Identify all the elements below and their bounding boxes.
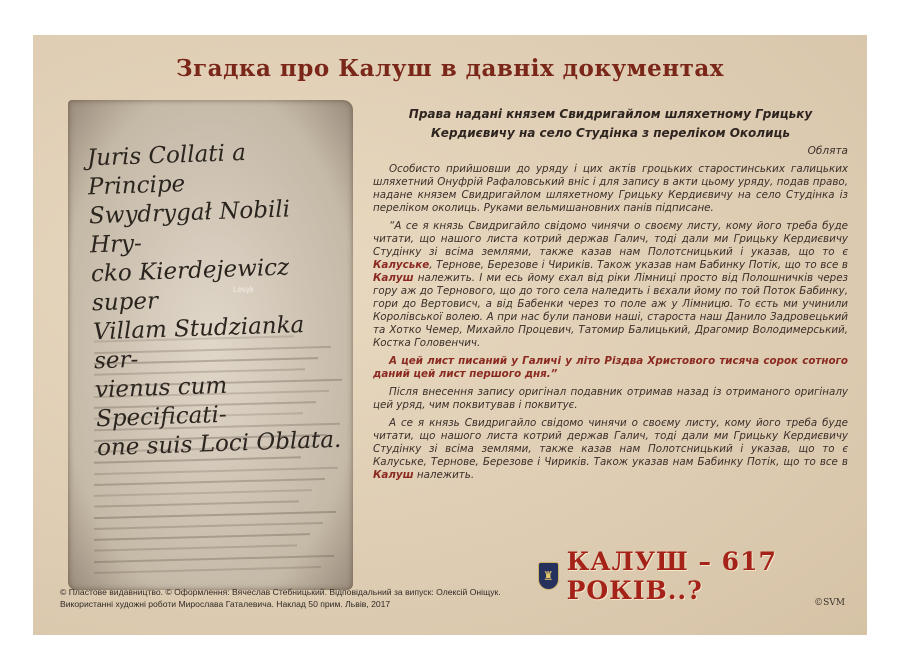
manuscript-line: one suis Loci Oblata. <box>96 426 342 462</box>
handwriting-stroke <box>94 533 310 541</box>
footer-credits <box>60 587 501 610</box>
handwriting-stroke <box>94 511 336 519</box>
handwriting-stroke <box>94 555 334 563</box>
paragraph-repeat <box>373 417 848 482</box>
paragraph-receipt: Після внесення запису оригінал подавник отримав назад із отриманого оригіналу цей уряд, чим поквитував і поквитує. <box>373 386 848 411</box>
highlight-kalush: Калуш <box>373 272 414 284</box>
handwriting-stroke <box>94 566 321 574</box>
repeat-text: А се я князь Свидригайло свідомо чинячи о своєму листу, кому його треба буде читати, що нашого листа котрий держав Галич, тоді дали ми Грицьку Кердиєвичу Студінку зі всіма землями, также казав нам Полотсницький і указав, що то є Калуське, Тернове, Березове і Чириків. Також указав нам Бабинку Потік, що то все в <box>373 417 848 468</box>
watermark: Lesyk <box>233 285 254 294</box>
signature-label: Облята <box>807 145 848 157</box>
document-subtitle: Права надані князем Свидригайлом шляхетному Грицьку Кердиєвичу на село Студінка з переліком Околиць <box>408 107 813 140</box>
footer-line: Використанні художні роботи Мирослава Гаталевича. Наклад 50 прим. Львів, 2017 <box>60 598 391 609</box>
manuscript-line: vienus cum Specificati- <box>94 372 228 433</box>
anniversary-text: КАЛУШ – 617 РОКІВ..? <box>566 547 777 605</box>
charter-text: , Тернове, Березове і Чириків. Також указав нам Бабинку Потік, що то все в <box>429 259 848 271</box>
repeat-text: належить. <box>413 469 475 481</box>
highlight-kalush: Калуш <box>373 469 414 481</box>
postcard <box>33 35 867 635</box>
handwriting-stroke <box>94 544 297 551</box>
manuscript-image <box>68 100 353 590</box>
handwriting-stroke <box>94 478 325 486</box>
handwriting-stroke <box>94 522 323 530</box>
paragraph-date: А цей лист писаний у Галичі у літо Різдва Христового тисяча сорок сотного даний цей лист першого дня.” <box>373 355 848 380</box>
handwriting-stroke <box>94 500 299 507</box>
copyright-mark: ©SVM <box>814 598 845 608</box>
manuscript-line: Swydrygał Nobili Hry- <box>88 196 291 259</box>
anniversary-banner <box>538 547 867 605</box>
paragraph-intro: Особисто прийшовши до уряду і цих актів гроцьких старостинських галицьких шляхетний Онуфрій Рафаловський вніс і для запису в акти цьому уряду, подав право, надане князем Свидригайлом шляхетному Грицьку Кердиєвичу на село Студінка із переліком околиць. Руками вельмишановних панів підписане. <box>373 163 848 214</box>
highlight-kaluske: Калуське <box>373 259 430 271</box>
manuscript-line: cko Kierdejewicz super <box>90 254 290 317</box>
handwriting-stroke <box>94 467 338 475</box>
page-title: Згадка про Калуш в давніх документах <box>176 55 724 82</box>
paragraph-charter <box>373 220 848 350</box>
footer-line: © Пластове видавництво. © Оформлення: Вячеслав Стебницький. Відповідальний за випуск: Олексій Оніщук. <box>60 587 501 597</box>
handwriting-stroke <box>94 489 312 497</box>
manuscript-line: Juris Collati a Principe <box>86 139 247 201</box>
manuscript-line: Villam Studzianka ser- <box>92 311 305 375</box>
charter-text: належить. І ми есь йому єхал від ріки Лімниці просто від Полошничків через гору аж до Тернового, що до того села наледить і вєхали йому по той Поток Бабинку, гори до Вертовисч, а від Бабенки через то поле аж у Лімницю. То єсть ми учинили Королівської волею. А при нас були панови наші, староста наш Данило Задровецький та Хотко Чемер, Михайло Процевич, Татомир Балицький, Драгомир Володимерський, Костка Головенчич. <box>373 272 848 349</box>
document-text <box>373 105 848 482</box>
coat-of-arms-icon: ♜ <box>538 562 559 590</box>
charter-text: “А се я князь Свидригайло свідомо чинячи о своєму листу, кому його треба буде читати, що нашого листа котрий держав Галич, тоді дали ми Грицьку Кердиєвичу Студінку зі всіма землями, также казав нам Полотсницький і указав, що то є <box>373 220 848 258</box>
